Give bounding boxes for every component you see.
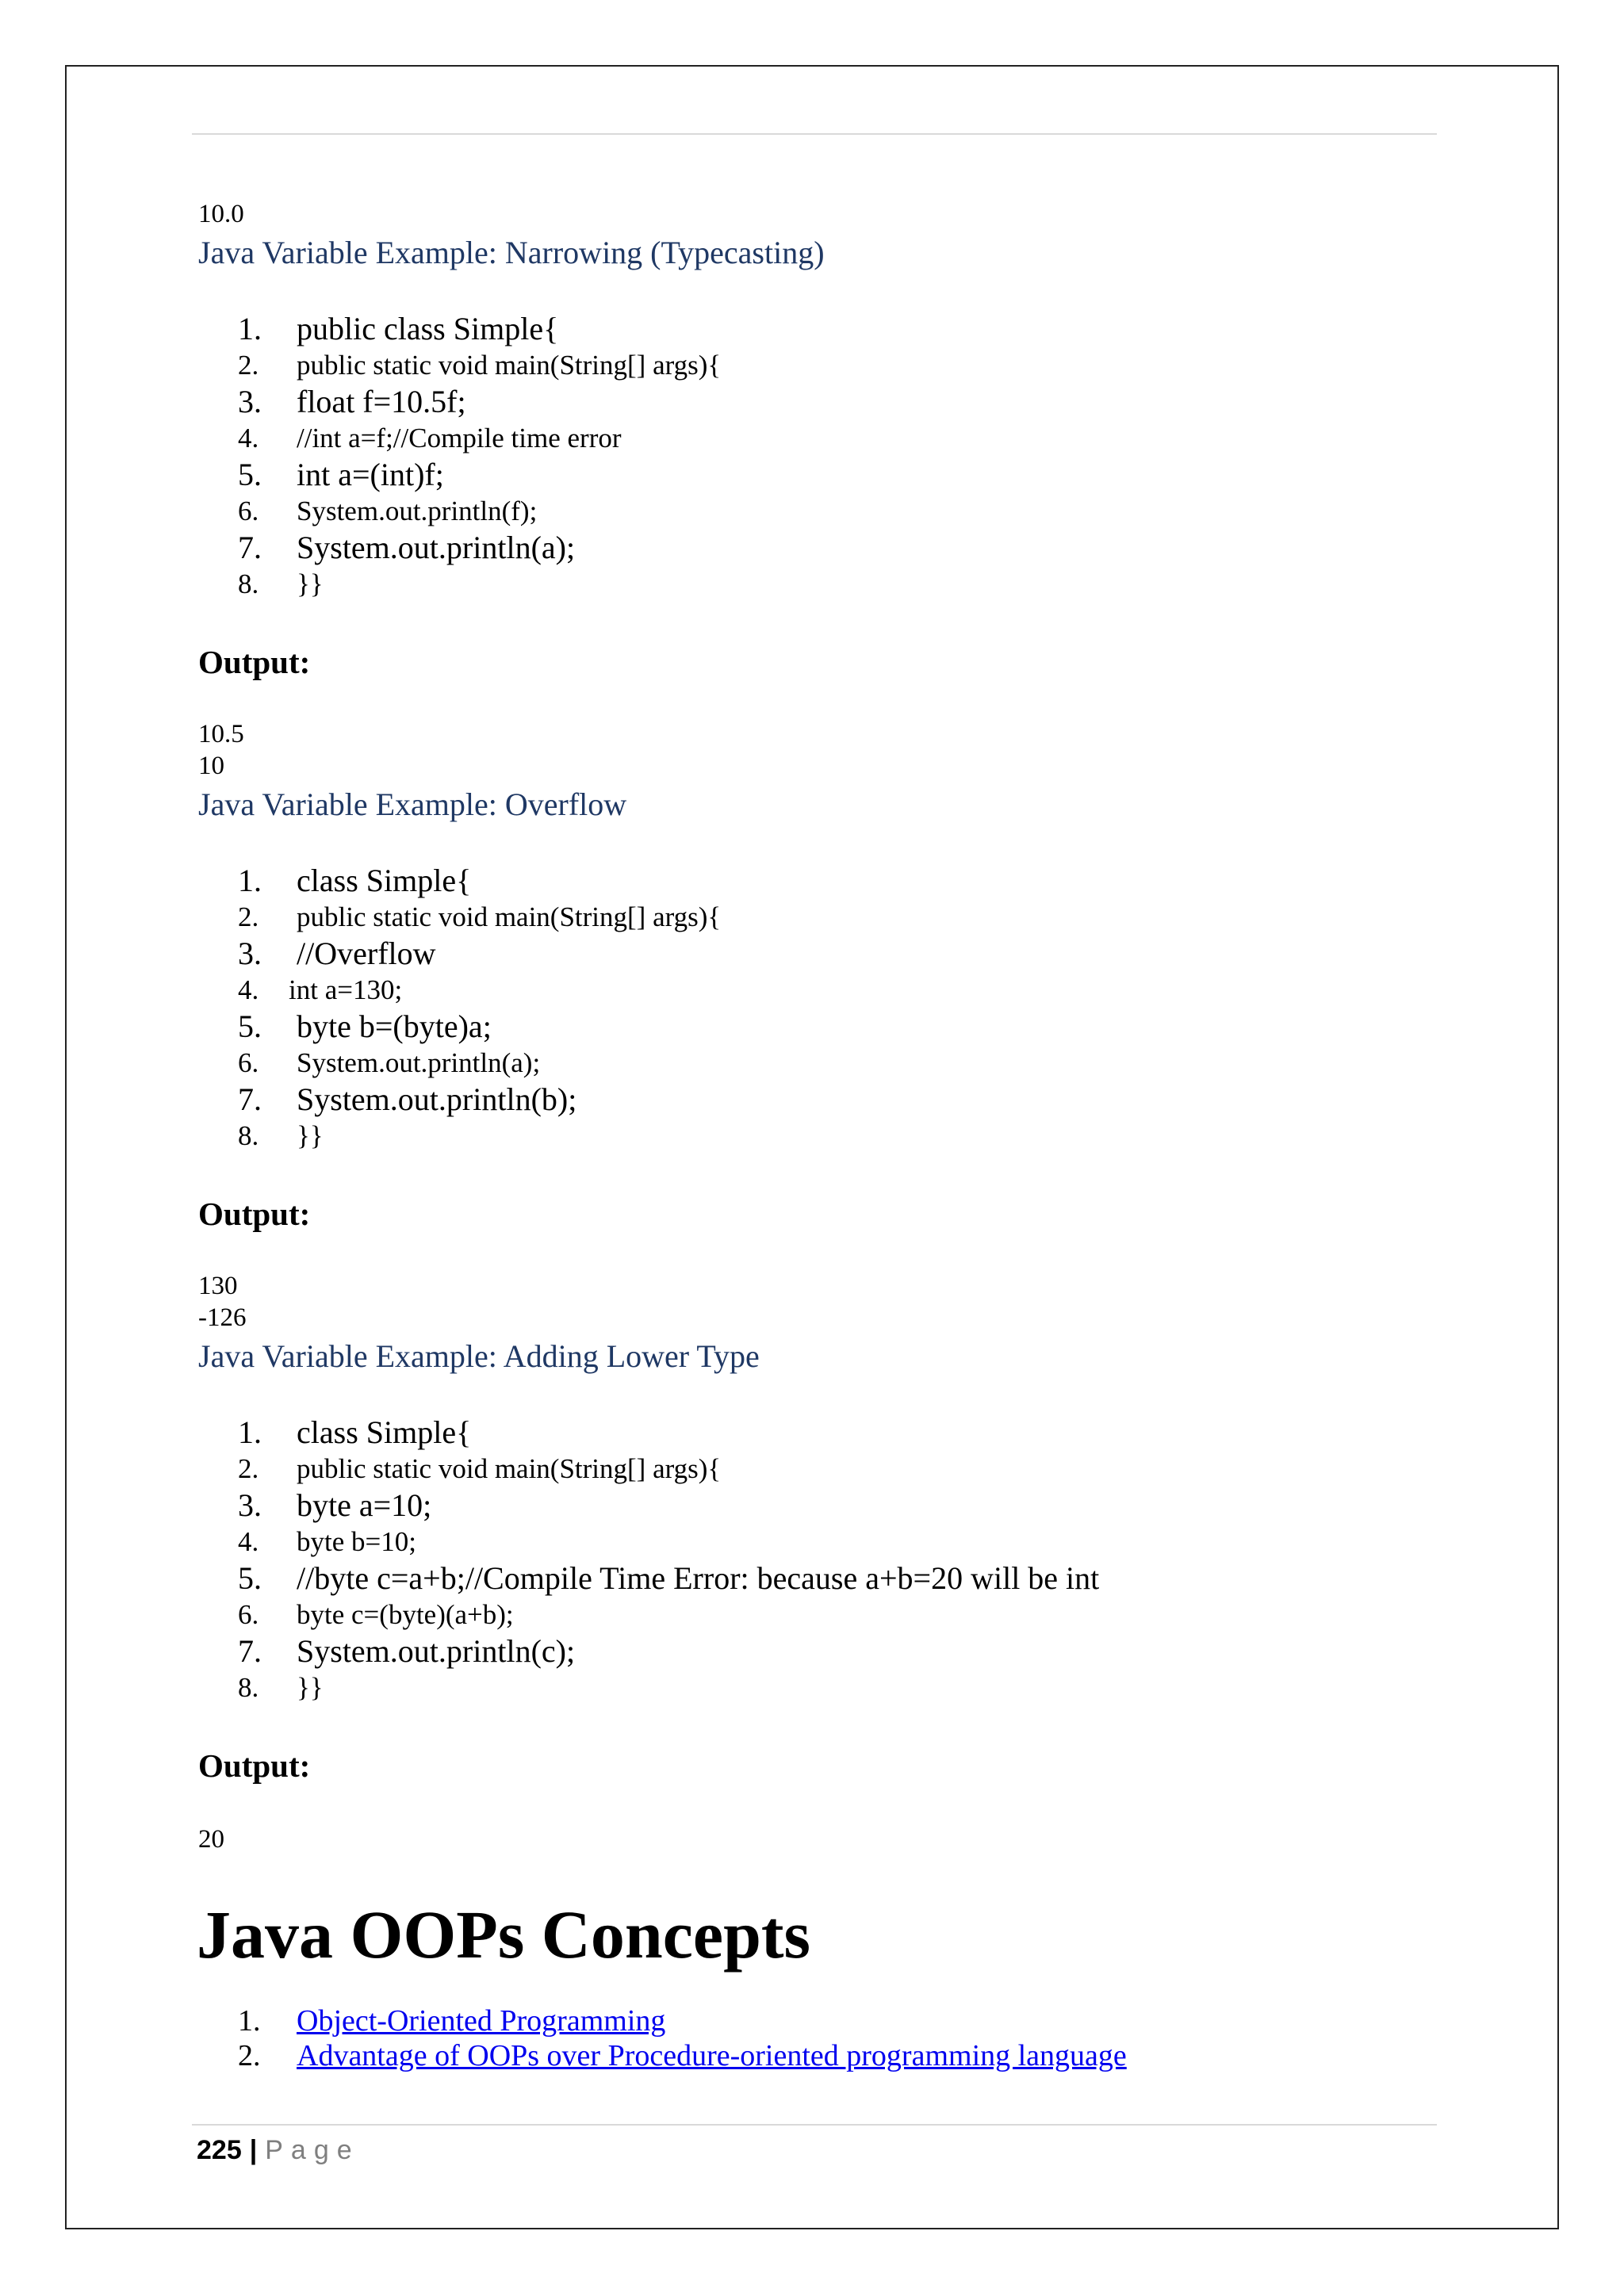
code-line: 4. byte b=10; <box>238 1526 416 1557</box>
code-line: 7. System.out.println(c); <box>238 1633 576 1669</box>
page-word: Page <box>265 2135 360 2165</box>
code-line: 3. //Overflow <box>238 936 436 971</box>
list-item: 2. Advantage of OOPs over Procedure-oriented programming language <box>238 2039 1127 2072</box>
code-line: 1. class Simple{ <box>238 1414 472 1450</box>
output-value: 10 <box>198 752 224 780</box>
page-title: Java OOPs Concepts <box>197 1896 810 1973</box>
section-heading-overflow: Java Variable Example: Overflow <box>198 786 627 822</box>
code-line: 7. System.out.println(a); <box>238 530 576 565</box>
footer-separator: | <box>249 2135 258 2165</box>
code-line: 6. System.out.println(a); <box>238 1047 541 1078</box>
page-number: 225 <box>197 2135 242 2165</box>
output-value: 130 <box>198 1272 238 1300</box>
code-line: 2. public static void main(String[] args){ <box>238 350 722 381</box>
list-item: 1. Object-Oriented Programming <box>238 2004 666 2038</box>
code-line: 3. float f=10.5f; <box>238 384 466 419</box>
output-value: -126 <box>198 1303 247 1332</box>
code-line: 5. int a=(int)f; <box>238 457 444 492</box>
code-line: 8. }} <box>238 1120 324 1151</box>
code-line: 7. System.out.println(b); <box>238 1081 577 1117</box>
code-line: 8. }} <box>238 568 324 599</box>
code-line: 5. //byte c=a+b;//Compile Time Error: because a+b=20 will be int <box>238 1560 1100 1596</box>
code-line: 3. byte a=10; <box>238 1487 432 1523</box>
previous-output-value: 10.0 <box>198 200 244 228</box>
footer-rule <box>192 2124 1437 2126</box>
output-value: 20 <box>198 1825 224 1854</box>
code-line: 4. //int a=f;//Compile time error <box>238 423 622 453</box>
code-line: 2. public static void main(String[] args){ <box>238 1453 722 1484</box>
link-object-oriented-programming[interactable]: Object-Oriented Programming <box>297 2004 666 2038</box>
code-line: 8. }} <box>238 1672 324 1703</box>
section-heading-adding-lower-type: Java Variable Example: Adding Lower Type <box>198 1338 760 1374</box>
code-line: 1. class Simple{ <box>238 863 472 898</box>
header-rule <box>192 133 1437 135</box>
section-heading-narrowing: Java Variable Example: Narrowing (Typecasting) <box>198 235 825 270</box>
code-line: 1. public class Simple{ <box>238 311 559 346</box>
code-line: 4. int a=130; <box>238 974 403 1005</box>
code-line: 2. public static void main(String[] args){ <box>238 901 722 932</box>
output-label: Output: <box>198 644 311 680</box>
code-line: 6. byte c=(byte)(a+b); <box>238 1599 514 1630</box>
code-line: 5. byte b=(byte)a; <box>238 1008 492 1044</box>
output-value: 10.5 <box>198 720 244 748</box>
link-advantage-of-oops[interactable]: Advantage of OOPs over Procedure-oriented programming language <box>297 2039 1127 2072</box>
code-line: 6. System.out.println(f); <box>238 496 538 526</box>
page-footer <box>197 2133 360 2168</box>
output-label: Output: <box>198 1747 311 1784</box>
output-label: Output: <box>198 1196 311 1232</box>
